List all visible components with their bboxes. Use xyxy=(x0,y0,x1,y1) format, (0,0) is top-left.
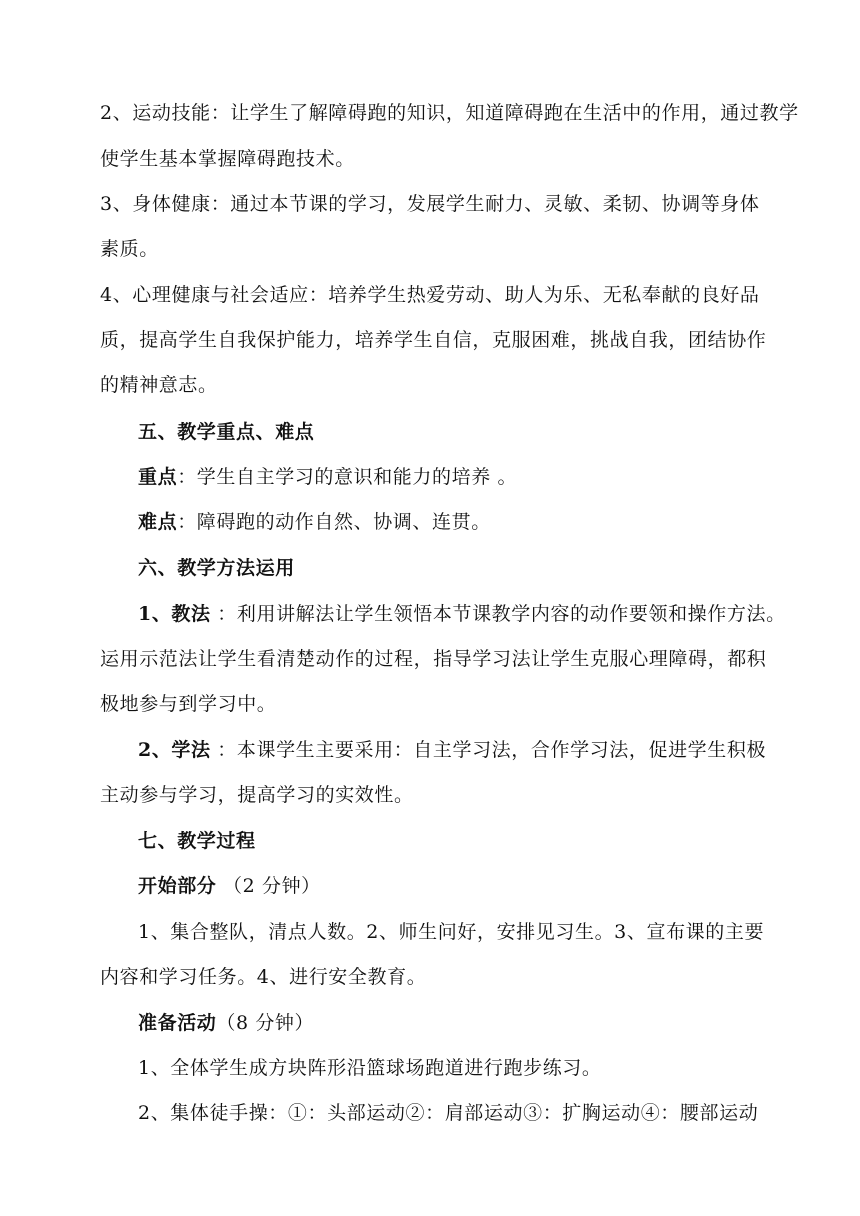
section-heading: 七、教学过程 xyxy=(138,830,256,852)
paragraph-line: 主动参与学习，提高学习的实效性。 xyxy=(100,784,414,806)
key-point-line xyxy=(138,465,780,489)
difficulty-text: ：障碍跑的动作自然、协调、连贯。 xyxy=(177,511,491,533)
teaching-method-label: 1、教法 xyxy=(138,603,211,625)
paragraph-line: 质，提高学生自我保护能力，培养学生自信，克服困难，挑战自我，团结协作 xyxy=(100,329,767,351)
section-heading: 六、教学方法运用 xyxy=(138,557,295,579)
paragraph-line: 3、身体健康：通过本节课的学习，发展学生耐力、灵敏、柔韧、协调等身体 xyxy=(100,193,760,215)
learning-method-line xyxy=(138,738,780,762)
paragraph-line: 素质。 xyxy=(100,238,159,260)
teaching-method-text: ：利用讲解法让学生领悟本节课教学内容的动作要领和操作方法。 xyxy=(210,603,786,625)
paragraph-line: 2、运动技能：让学生了解障碍跑的知识，知道障碍跑在生活中的作用，通过教学 xyxy=(100,102,799,124)
start-part-label: 开始部分 xyxy=(138,875,217,897)
paragraph-line: 内容和学习任务。4、进行安全教育。 xyxy=(100,966,427,988)
teaching-method-line xyxy=(138,602,786,626)
prep-activity-heading xyxy=(138,1011,780,1035)
paragraph-line: 2、集体徒手操：①：头部运动②：肩部运动③：扩胸运动④：腰部运动 xyxy=(138,1102,759,1124)
key-point-label: 重点 xyxy=(138,466,178,488)
start-part-heading xyxy=(138,874,780,898)
paragraph-line: 1、全体学生成方块阵形沿篮球场跑道进行跑步练习。 xyxy=(138,1057,602,1079)
key-point-text: ：学生自主学习的意识和能力的培养 。 xyxy=(177,466,518,488)
difficulty-label: 难点 xyxy=(138,511,178,533)
paragraph-line: 的精神意志。 xyxy=(100,374,218,396)
prep-activity-time: （8 分钟） xyxy=(216,1012,315,1034)
start-part-time: （2 分钟） xyxy=(216,875,321,897)
difficulty-line xyxy=(138,510,780,534)
paragraph-line: 极地参与到学习中。 xyxy=(100,693,277,715)
section-heading: 五、教学重点、难点 xyxy=(138,421,315,443)
paragraph-line: 1、集合整队，清点人数。2、师生问好，安排见习生。3、宣布课的主要 xyxy=(138,921,765,943)
paragraph-line: 运用示范法让学生看清楚动作的过程，指导学习法让学生克服心理障碍，都积 xyxy=(100,648,767,670)
learning-method-text: ：本课学生主要采用：自主学习法，合作学习法，促进学生积极 xyxy=(210,739,767,761)
prep-activity-label: 准备活动 xyxy=(138,1012,217,1034)
paragraph-line: 4、心理健康与社会适应：培养学生热爱劳动、助人为乐、无私奉献的良好品 xyxy=(100,284,760,306)
paragraph-line: 使学生基本掌握障碍跑技术。 xyxy=(100,148,355,170)
learning-method-label: 2、学法 xyxy=(138,739,211,761)
